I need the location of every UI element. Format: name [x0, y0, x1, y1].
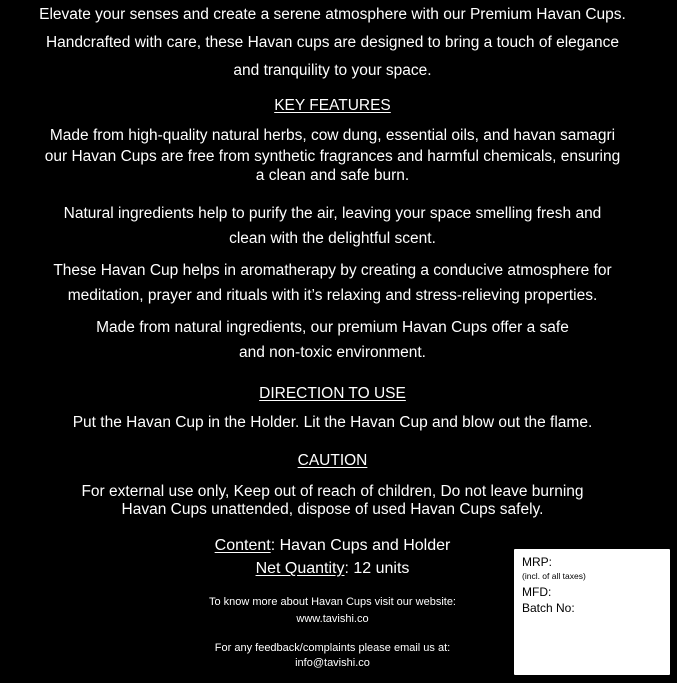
price-label-box — [514, 549, 670, 675]
feature-3-line-1: These Havan Cup helps in aromatherapy by creating a conducive atmosphere for — [53, 262, 612, 279]
net-quantity-value: : 12 units — [344, 560, 410, 577]
feature-2-line-1: Natural ingredients help to purify the air, leaving your space smelling fresh and — [63, 205, 602, 222]
caution-line-2: Havan Cups unattended, dispose of used Havan Cups safely. — [121, 501, 544, 518]
mrp-label: MRP: — [522, 555, 552, 569]
feature-4-line-1: Made from natural ingredients, our premium Havan Cups offer a safe — [96, 319, 569, 336]
feature-1-line-2: our Havan Cups are free from synthetic fragrances and harmful chemicals, ensuring — [44, 148, 621, 165]
direction-text: Put the Havan Cup in the Holder. Lit the Havan Cup and blow out the flame. — [72, 414, 593, 431]
content-label: Content — [214, 537, 271, 554]
mfd-label: MFD: — [522, 585, 552, 599]
website-prompt: To know more about Havan Cups visit our website: — [208, 596, 456, 608]
feedback-email[interactable]: info@tavishi.co — [295, 657, 370, 669]
key-features-heading: KEY FEATURES — [274, 97, 391, 114]
feature-3-line-2: meditation, prayer and rituals with it’s relaxing and stress-relieving properties. — [67, 287, 598, 304]
intro-line-2: Handcrafted with care, these Havan cups are designed to bring a touch of elegance — [45, 34, 619, 51]
feature-4-line-2: and non-toxic environment. — [239, 344, 426, 361]
content-value: : Havan Cups and Holder — [270, 537, 451, 554]
feature-1-line-1: Made from high-quality natural herbs, cow dung, essential oils, and havan samagri — [49, 127, 616, 144]
direction-heading: DIRECTION TO USE — [259, 385, 406, 402]
batch-label: Batch No: — [522, 601, 575, 615]
feedback-prompt: For any feedback/complaints please email us at: — [214, 642, 451, 654]
feature-2-line-2: clean with the delightful scent. — [229, 230, 436, 247]
caution-heading: CAUTION — [297, 452, 368, 469]
caution-line-1: For external use only, Keep out of reach of children, Do not leave burning — [81, 483, 584, 500]
website-url[interactable]: www.tavishi.co — [296, 613, 369, 625]
feature-1-line-3: a clean and safe burn. — [255, 167, 410, 184]
mrp-note: (incl. of all taxes) — [522, 571, 586, 581]
intro-line-1: Elevate your senses and create a serene atmosphere with our Premium Havan Cups. — [39, 6, 626, 23]
net-quantity-label: Net Quantity — [255, 560, 345, 577]
intro-line-3: and tranquility to your space. — [233, 62, 432, 79]
